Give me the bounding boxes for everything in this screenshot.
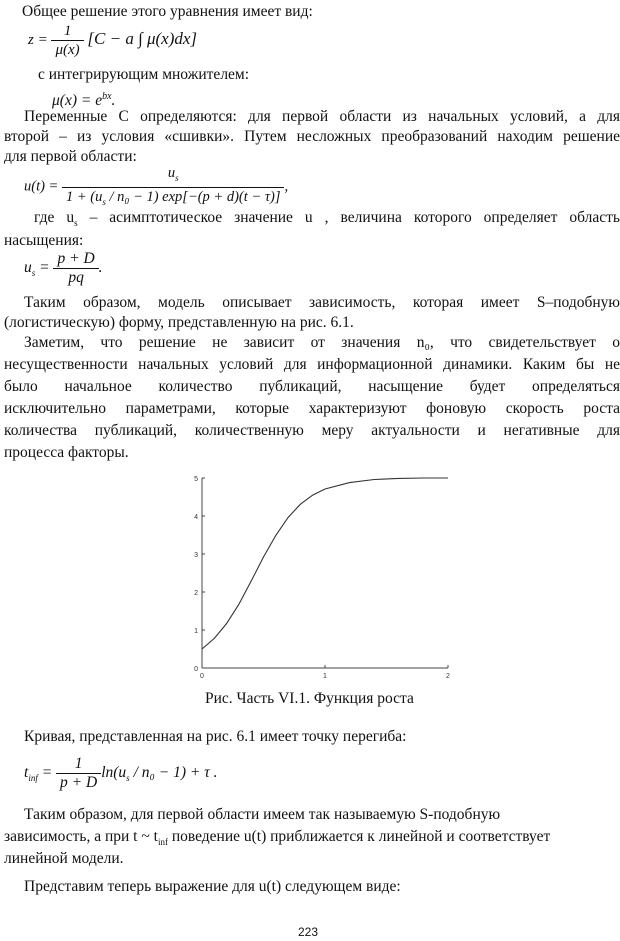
x-tick-label: 1 [323, 673, 327, 680]
eq4-end: . [98, 259, 103, 277]
figure-caption: Рис. Часть VI.1. Функция роста [205, 690, 414, 707]
growth-function-chart [190, 468, 462, 688]
eq5-eq: = [37, 764, 53, 782]
eq5-denominator: p + D [60, 774, 98, 791]
eq5-rest: ln(u [101, 764, 127, 782]
y-tick-label: 4 [194, 514, 198, 521]
eq4-lhs: u [24, 259, 32, 277]
paragraph-independence-line1: Заметим, что решение не зависит от значения n₀, что свидетельствует о [24, 334, 620, 351]
paragraph-independence-line3: было начальное количество публикаций, насыщение будет определяться [4, 378, 620, 395]
paragraph-linear-line2 [4, 828, 550, 851]
p8-part1: зависимость, а при t ~ t [4, 828, 158, 845]
p4-sub: s [74, 218, 78, 229]
eq5-rest2: / n₀ − 1) + τ . [129, 764, 218, 782]
eq3-numerator: u [167, 165, 176, 181]
paragraph-independence-line2: несущественности начальных условий для информационной динамики. Каким бы не [4, 356, 620, 373]
eq2-base: μ(x) = e [52, 92, 103, 110]
eq1-numerator: 1 [51, 22, 83, 41]
paragraph-independence-line5: количества публикаций, количественную меру актуальности и негативные для [4, 422, 620, 439]
paragraph-linear-line1: Таким образом, для первой области имеем так называемую S-подобную [24, 806, 501, 823]
equation-solution-u [24, 164, 288, 211]
x-tick-label: 0 [200, 673, 204, 680]
eq3-numerator-sub: s [175, 172, 179, 183]
eq3-denominator-sub: s [102, 196, 106, 207]
paragraph-constants-line1: Переменные C определяются: для первой области из начальных условий, а для [24, 108, 620, 125]
eq4-numerator: p + D [53, 250, 98, 269]
y-tick-label: 5 [194, 476, 198, 483]
eq3-denominator: 1 + (u [65, 188, 103, 205]
paragraph-asymptotic-line2: насыщения: [4, 232, 84, 249]
page-number: 223 [298, 925, 319, 939]
equation-integrating-factor [52, 88, 115, 110]
paragraph-intro: Общее решение этого уравнения имеет вид: [22, 3, 313, 20]
paragraph-integrating-factor: с интегрирующим множителем: [38, 66, 250, 83]
y-tick-label: 1 [194, 628, 198, 635]
paragraph-logistic-line1: Таким образом, модель описывает зависимость, которая имеет S–подобную [24, 294, 620, 311]
equation-us [24, 250, 103, 287]
y-tick-label: 3 [194, 552, 198, 559]
eq3-end: , [284, 178, 289, 195]
eq2-exponent: bx [102, 91, 112, 102]
paragraph-logistic-line2: (логистическую) форму, представленную на рис. 6.1. [4, 314, 354, 331]
paragraph-represent: Представим теперь выражение для u(t) следующем виде: [24, 878, 401, 895]
paragraph-constants-line3: для первой области: [4, 148, 137, 165]
equation-general-solution [28, 22, 197, 59]
p8-part2: поведение u(t) приближается к линейной и соответствует [167, 828, 551, 845]
eq1-body: [C − a ∫ μ(x)dx] [87, 28, 198, 48]
p4-part1: где u [34, 209, 75, 226]
eq1-lhs: z = [28, 31, 48, 48]
paragraph-asymptotic-line1 [34, 209, 620, 232]
p4-part2: – асимптотическое значение u , величина которого определяет область [77, 209, 620, 226]
paragraph-independence-line4: исключительно параметрами, которые характеризуют фоновую скорость роста [4, 400, 620, 417]
paragraph-inflection: Кривая, представленная на рис. 6.1 имеет точку перегиба: [24, 728, 407, 745]
eq4-denominator: pq [68, 269, 84, 286]
eq5-lhs-sub: inf [28, 773, 38, 784]
y-tick-label: 0 [194, 666, 198, 673]
y-tick-label: 2 [194, 590, 198, 597]
eq5-rest-sub: s [126, 773, 130, 784]
equation-t-inf [24, 755, 218, 792]
eq1-denominator: μ(x) [55, 42, 80, 58]
eq2-end: . [111, 92, 116, 110]
paragraph-independence-line6: процесса факторы. [4, 444, 129, 461]
eq4-lhs-sub: s [31, 268, 36, 279]
eq5-lhs: t [24, 764, 29, 782]
eq4-eq: = [35, 259, 50, 277]
growth-curve [202, 478, 448, 649]
paragraph-constants-line2: второй – из условия «сшивки». Путем несложных преобразований находим решение [4, 128, 620, 145]
p8-sub: inf [157, 837, 168, 848]
x-tick-label: 2 [446, 673, 450, 680]
paragraph-linear-line3: линейной модели. [4, 850, 124, 867]
eq5-numerator: 1 [56, 755, 101, 774]
eq3-denominator-rest: / n₀ − 1) exp[−(p + d)(t − τ)] [105, 188, 281, 205]
eq3-lhs: u(t) = [24, 178, 59, 195]
